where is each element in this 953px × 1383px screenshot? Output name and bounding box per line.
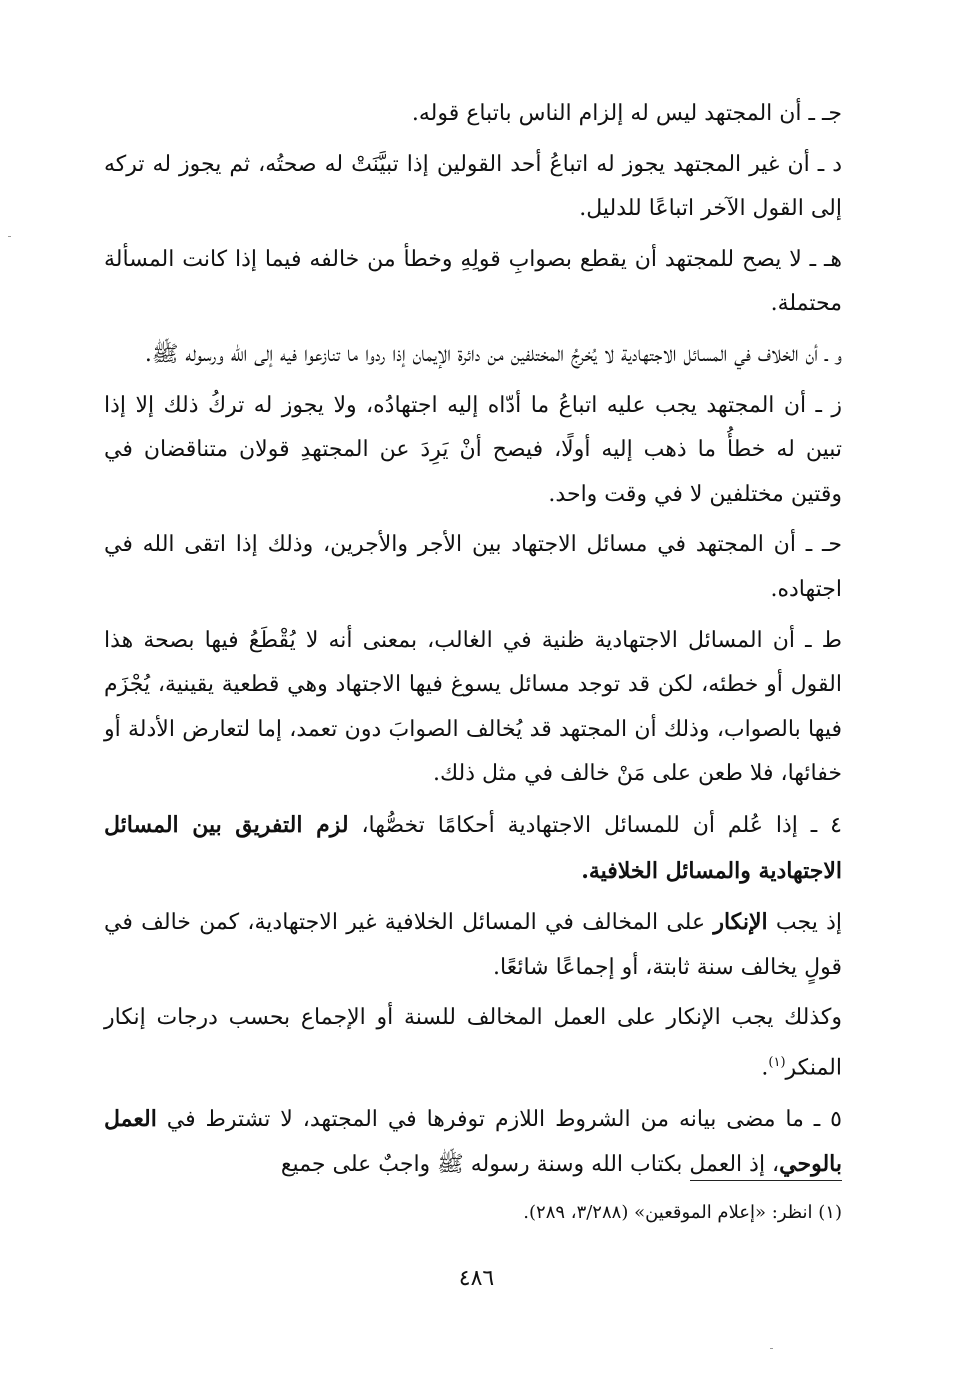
paragraph-text: ط ـ أن المسائل الاجتهادية ظنية في الغالب، بمعنى أنه لا يُقْطَعُ فيها بصحة هذا القول أو خطئه، لكن قد توجد مسائل يسوغ فيها الاجتهاد وهي قطعية يقينية، يُجْزَم فيها بالصواب، وذلك أن المجتهد قد يُخالف الصوابَ دون تعمد، إما لتعارض الأدلة أو خفائها، فلا طعن على مَنْ خالف في مثل ذلك. bbox=[104, 627, 842, 787]
scan-speck bbox=[770, 1348, 773, 1349]
paragraph-end: . bbox=[761, 1055, 769, 1081]
paragraph-end: ، إذ العمل بكتاب الله وسنة رسوله ﷺ واجبٌ على جميع bbox=[280, 1152, 780, 1178]
paragraph-text: و ـ أن الخلاف في المسائل الاجتهادية لا يُخرجُ المختلفين من دائرة الإيمان إذا ردوا ما تنازعوا فيه إلى الله ورسوله ﷺ. bbox=[144, 341, 842, 367]
paragraph-text: د ـ أن غير المجتهد يجوز له اتباعُ أحد القولين إذا تبيَّنَتْ له صحتُه، ثم يجوز له تركه إلى القول الآخر اتباعًا للدليل. bbox=[104, 151, 842, 222]
paragraph-text: جـ ـ أن المجتهد ليس له إلزام الناس باتباع قوله. bbox=[411, 101, 842, 126]
footnote: (١) انظر: «إعلام الموقعين» (٣/٢٨٨، ٢٨٩). bbox=[523, 1202, 842, 1223]
footnote-divider bbox=[690, 1180, 842, 1181]
paragraph-text: هـ ـ لا يصح للمجتهد أن يقطع بصوابِ قولِهِ وخطأ من خالفه فيما إذا كانت المسألة محتملة. bbox=[104, 246, 842, 317]
paragraph-ha bbox=[104, 238, 842, 327]
paragraph-inkar bbox=[104, 900, 842, 990]
paragraph-text-pre: إذ يجب bbox=[767, 910, 842, 936]
paragraph-text: ز ـ أن المجتهد يجب عليه اتباعُ ما أدّاه إليه اجتهادُه، ولا يجوز له تركُ ذلك إلا إذا تبين له خطأُ ما ذهب إليه أولًا، فيصح أنْ يَرِدَ عن المجتهدِ قولان متناقضان في وقتين مختلفين لا في وقت واحد. bbox=[104, 392, 842, 507]
bold-term-wahy: العمل بالوحي bbox=[104, 1105, 842, 1178]
bold-term-inkar: الإنكار bbox=[713, 909, 768, 936]
main-text bbox=[104, 92, 842, 1194]
paragraph-waw bbox=[104, 333, 842, 378]
paragraph-jeem bbox=[104, 92, 842, 137]
paragraph-zay bbox=[104, 384, 842, 518]
paragraph-dal bbox=[104, 143, 842, 232]
paragraph-text: على المخالف في المسائل الخلافية غير الاجتهادية، كمن خالف في قولٍ يخالف سنة ثابتة، أو إجماعًا شائعًا. bbox=[104, 910, 842, 980]
scan-speck bbox=[8, 236, 11, 237]
paragraph-likewise bbox=[104, 996, 842, 1091]
paragraph-tah bbox=[104, 619, 842, 797]
paragraph-text: وكذلك يجب الإنكار على العمل المخالف للسنة أو الإجماع بحسب درجات إنكار المنكر bbox=[104, 1005, 842, 1081]
bold-conclusion: لزم التفريق بين المسائل الاجتهادية والمسائل الخلافية. bbox=[104, 811, 842, 884]
paragraph-text: ٤ ـ إذا عُلم أن للمسائل الاجتهادية أحكامًا تخصُّها، bbox=[348, 812, 842, 838]
page-number: ٤٨٦ bbox=[458, 1266, 495, 1291]
paragraph-hah bbox=[104, 523, 842, 612]
paragraph-text: ٥ ـ ما مضى بيانه من الشروط اللازم توفرها في المجتهد، لا تشترط في bbox=[156, 1106, 842, 1132]
footnote-marker[interactable]: (١) bbox=[768, 1054, 786, 1070]
paragraph-point-5 bbox=[104, 1097, 842, 1188]
paragraph-point-4 bbox=[104, 803, 842, 894]
paragraph-text: حـ ـ أن المجتهد في مسائل الاجتهاد بين الأجر والأجرين، وذلك إذا اتقى الله في اجتهاده. bbox=[104, 532, 842, 602]
